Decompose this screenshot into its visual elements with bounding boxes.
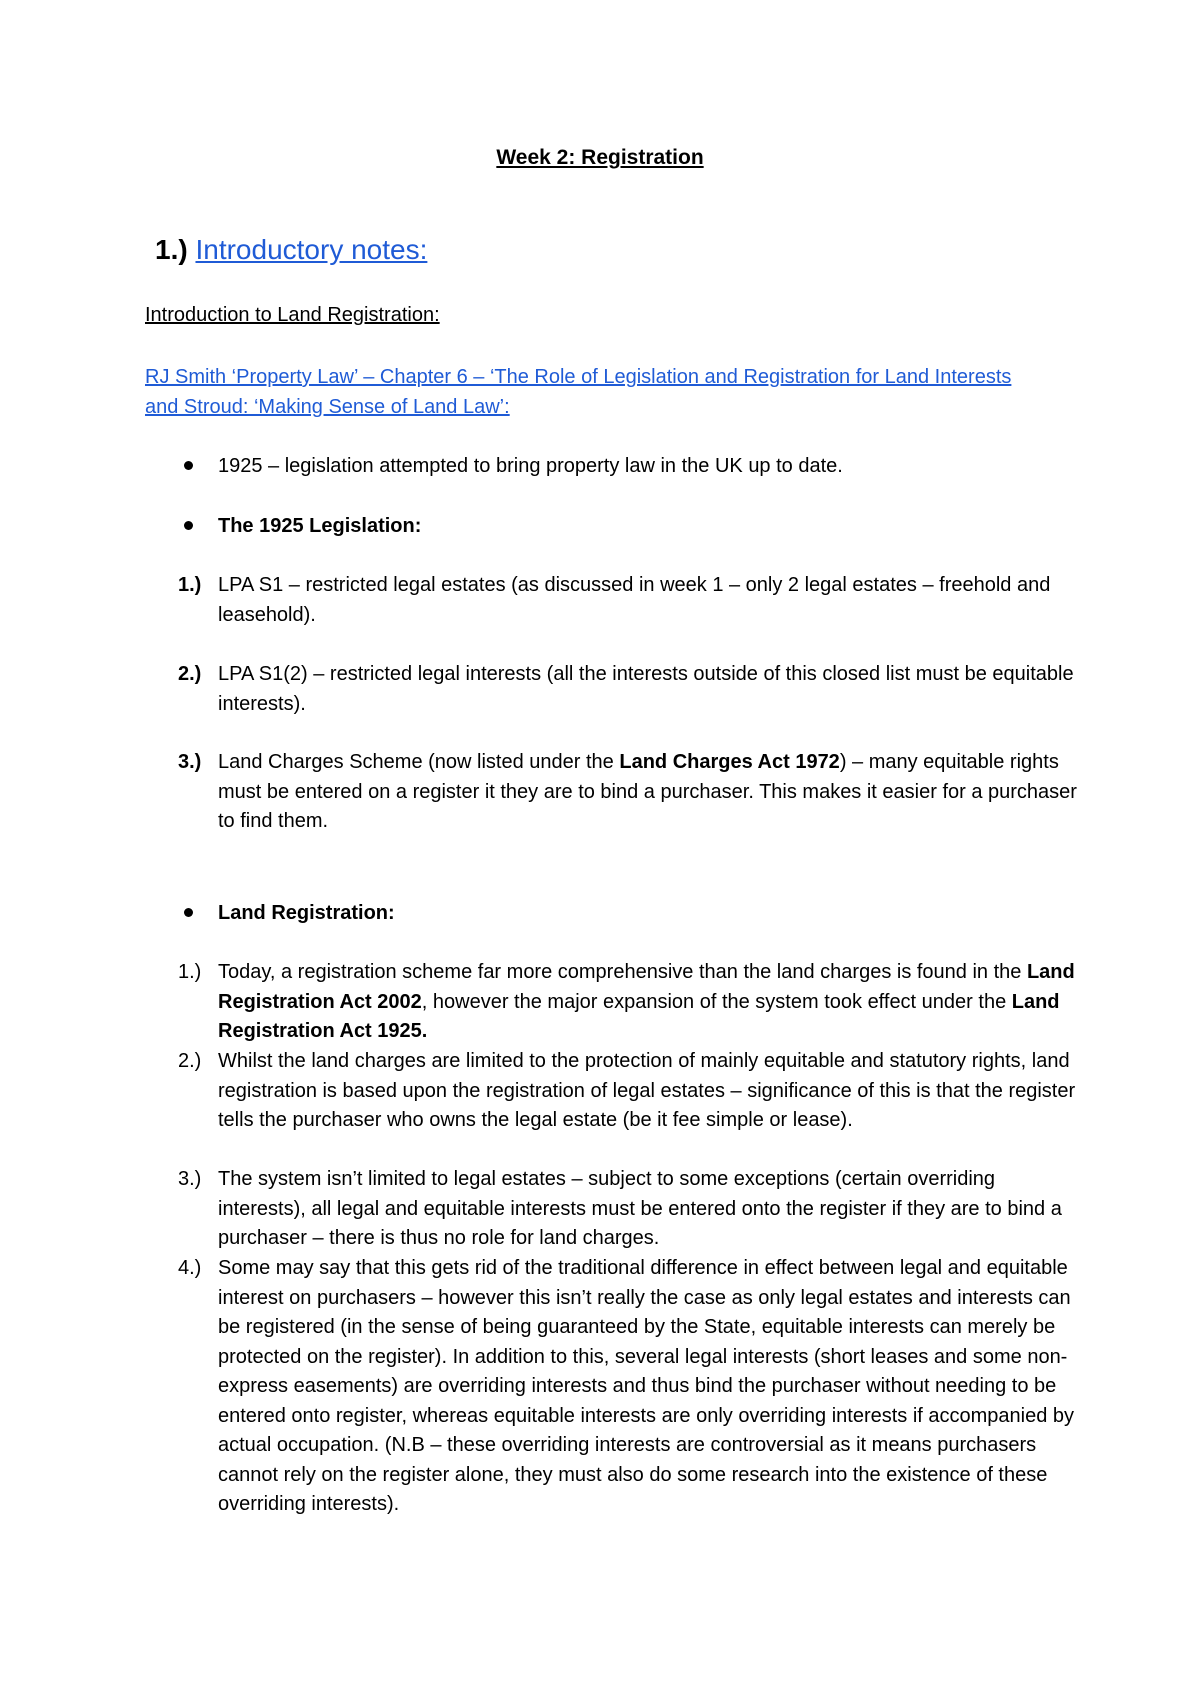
- list-item-text: [218, 958, 1078, 1047]
- list-marker: 4.): [178, 1257, 202, 1279]
- list-marker: 3.): [178, 1168, 202, 1190]
- statute-name: Land Registration Act 2002: [218, 961, 1075, 1013]
- subheading-intro-land-registration: Introduction to Land Registration:: [145, 304, 440, 326]
- statute-name: Land Registration Act 1925.: [218, 990, 1060, 1042]
- list-marker: 3.): [178, 751, 202, 773]
- list-item: [178, 1165, 1078, 1254]
- list-item: [178, 571, 1078, 630]
- list-item-text-pre: Today, a registration scheme far more comprehensive than the land charges is found in the: [218, 961, 1027, 983]
- list-item: [178, 748, 1078, 837]
- list-item-text-post: ) – many equitable rights must be entered on a register it they are to bind a purchaser. This makes it easier for a purchaser to find them.: [218, 751, 1077, 832]
- bullet-1925-legislation: 1925 – legislation attempted to bring property law in the UK up to date.: [218, 455, 843, 477]
- list-item: [178, 660, 1078, 719]
- bullet-land-registration-heading: Land Registration:: [218, 902, 395, 924]
- list-item: [178, 1047, 1078, 1136]
- bullet-1925-legislation-heading: The 1925 Legislation:: [218, 515, 422, 537]
- statute-name: Land Charges Act 1972: [619, 751, 840, 773]
- list-item-text: Whilst the land charges are limited to the protection of mainly equitable and statutory rights, land registration is based upon the registration of legal estates – significance of this is that the register tells the purchaser who owns the legal estate (be it fee simple or lease).: [218, 1050, 1076, 1131]
- list-item-text-pre: Land Charges Scheme (now listed under the: [218, 751, 620, 773]
- list-item: [178, 958, 1078, 1047]
- list-item-text: Some may say that this gets rid of the traditional difference in effect between legal and equitable interest on purchasers – however this isn’t really the case as only legal estates and interests can be registered (in the sense of being guaranteed by the State, equitable interests can merely be protected on the register). In addition to this, several legal interests (short leases and some non-express easements) are overriding interests and thus bind the purchaser without needing to be entered onto register, whereas equitable interests are only overriding interests if accompanied by actual occupation. (N.B – these overriding interests are controversial as it means purchasers cannot rely on the register alone, they must also do some research into the existence of these overriding interests).: [218, 1257, 1075, 1515]
- list-marker: 2.): [178, 1050, 202, 1072]
- list-marker: 1.): [178, 961, 202, 983]
- list-marker: 2.): [178, 663, 202, 685]
- section-heading: [155, 234, 427, 266]
- list-item-text: LPA S1 – restricted legal estates (as discussed in week 1 – only 2 legal estates – freehold and leasehold).: [218, 574, 1051, 626]
- bullet-dot-icon: [184, 521, 193, 530]
- bullet-dot-icon: [184, 461, 193, 470]
- list-marker: 1.): [178, 574, 202, 596]
- section-number: 1.): [155, 234, 188, 265]
- document-title: Week 2: Registration: [496, 146, 704, 169]
- list-item-text-mid: , however the major expansion of the system took effect under the: [421, 990, 1012, 1013]
- list-item-text: The system isn’t limited to legal estates – subject to some exceptions (certain overriding interests), all legal and equitable interests must be entered onto the register if they are to bind a purchaser – there is thus no role for land charges.: [218, 1168, 1062, 1249]
- list-item-text: LPA S1(2) – restricted legal interests (all the interests outside of this closed list must be equitable interests).: [218, 663, 1074, 715]
- list-item: [178, 1254, 1078, 1520]
- list-item-text: [218, 748, 1078, 837]
- bullet-dot-icon: [184, 908, 193, 917]
- section-title-link[interactable]: Introductory notes:: [195, 234, 428, 265]
- reference-link[interactable]: RJ Smith ‘Property Law’ – Chapter 6 – ‘The Role of Legislation and Registration for Land Interests and Stroud: ‘Making Sense of Land Law’:: [145, 366, 1012, 418]
